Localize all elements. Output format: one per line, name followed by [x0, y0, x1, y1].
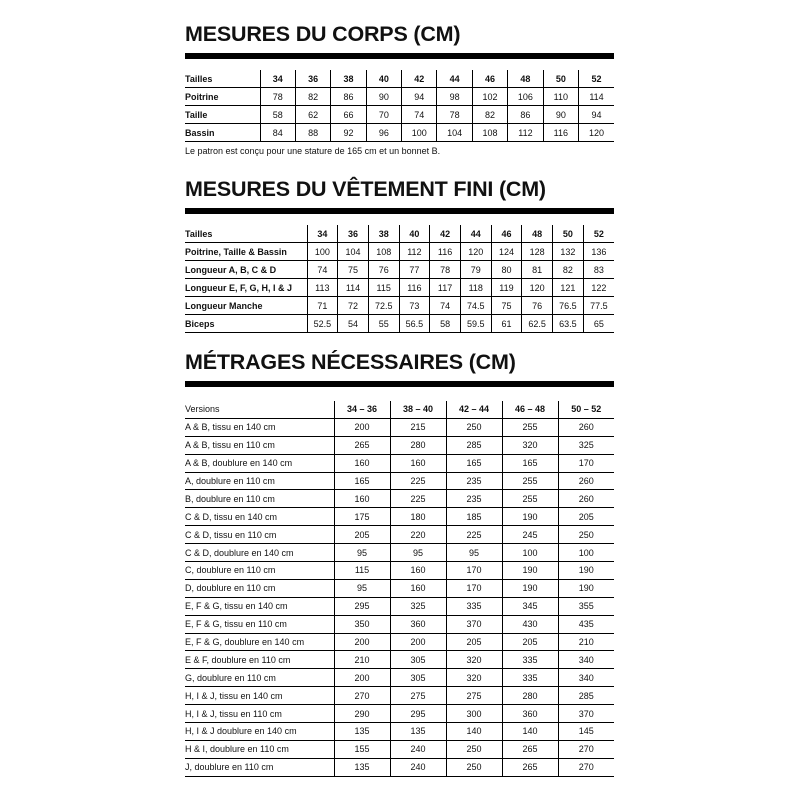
row-label: Taille [185, 106, 260, 124]
table-cell: 106 [508, 88, 543, 106]
table-cell: 58 [260, 106, 295, 124]
table-cell: 340 [558, 669, 614, 687]
finished-measurements-section [185, 176, 614, 333]
table-cell: 260 [558, 418, 614, 436]
row-label: Bassin [185, 124, 260, 142]
table-row [185, 544, 614, 562]
table-cell: 160 [334, 454, 390, 472]
header-label: Tailles [185, 70, 260, 88]
table-cell: 75 [491, 297, 522, 315]
table-cell: 180 [390, 508, 446, 526]
table-cell: 190 [502, 579, 558, 597]
table-cell: 165 [446, 454, 502, 472]
table-cell: 140 [502, 723, 558, 741]
finished-measurements-title: MESURES DU VÊTEMENT FINI (CM) [185, 177, 546, 201]
table-cell: 52.5 [307, 315, 338, 333]
table-cell: 74.5 [460, 297, 491, 315]
table-cell: 108 [368, 243, 399, 261]
title-rule [185, 381, 614, 387]
column-header: 38 [368, 225, 399, 243]
table-cell: 76 [522, 297, 553, 315]
column-header: 34 [260, 70, 295, 88]
table-cell: 220 [390, 526, 446, 544]
table-cell: 112 [508, 124, 543, 142]
table-cell: 82 [472, 106, 507, 124]
table-row [185, 758, 614, 776]
pattern-note: Le patron est conçu pour une stature de 165 cm et un bonnet B. [185, 146, 441, 156]
column-header: 36 [295, 70, 330, 88]
row-label: Poitrine [185, 88, 260, 106]
table-cell: 190 [558, 562, 614, 580]
row-label: C & D, tissu en 140 cm [185, 508, 334, 526]
table-cell: 205 [502, 633, 558, 651]
table-cell: 235 [446, 472, 502, 490]
table-cell: 65 [583, 315, 614, 333]
table-cell: 100 [307, 243, 338, 261]
table-cell: 265 [334, 436, 390, 454]
column-header: 46 – 48 [502, 401, 558, 418]
table-cell: 55 [368, 315, 399, 333]
column-header: 42 [430, 225, 461, 243]
row-label: G, doublure en 110 cm [185, 669, 334, 687]
table-cell: 270 [334, 687, 390, 705]
table-row [185, 436, 614, 454]
table-cell: 112 [399, 243, 430, 261]
column-header: 46 [472, 70, 507, 88]
table-cell: 56.5 [399, 315, 430, 333]
table-cell: 114 [338, 279, 369, 297]
table-cell: 110 [543, 88, 578, 106]
table-cell: 83 [583, 261, 614, 279]
table-row [185, 88, 614, 106]
table-cell: 185 [446, 508, 502, 526]
table-cell: 54 [338, 315, 369, 333]
table-cell: 275 [446, 687, 502, 705]
table-cell: 165 [334, 472, 390, 490]
body-measurements-title: MESURES DU CORPS (CM) [185, 22, 461, 46]
column-header: 40 [366, 70, 401, 88]
table-cell: 200 [390, 633, 446, 651]
table-cell: 86 [508, 106, 543, 124]
table-cell: 345 [502, 597, 558, 615]
table-cell: 235 [446, 490, 502, 508]
table-cell: 79 [460, 261, 491, 279]
table-cell: 98 [437, 88, 472, 106]
table-cell: 250 [446, 758, 502, 776]
table-cell: 120 [579, 124, 614, 142]
table-cell: 205 [446, 633, 502, 651]
table-cell: 70 [366, 106, 401, 124]
row-label: C & D, doublure en 140 cm [185, 544, 334, 562]
table-cell: 325 [390, 597, 446, 615]
table-cell: 265 [502, 758, 558, 776]
column-header: 52 [579, 70, 614, 88]
table-cell: 430 [502, 615, 558, 633]
table-cell: 104 [437, 124, 472, 142]
row-label: C, doublure en 110 cm [185, 562, 334, 580]
row-label: H, I & J, tissu en 140 cm [185, 687, 334, 705]
table-cell: 114 [579, 88, 614, 106]
row-label: A & B, tissu en 110 cm [185, 436, 334, 454]
title-rule [185, 208, 614, 214]
row-label: H, I & J doublure en 140 cm [185, 723, 334, 741]
table-cell: 175 [334, 508, 390, 526]
table-cell: 335 [502, 669, 558, 687]
table-cell: 74 [307, 261, 338, 279]
table-cell: 90 [543, 106, 578, 124]
table-cell: 77.5 [583, 297, 614, 315]
table-cell: 360 [502, 705, 558, 723]
row-label: A & B, tissu en 140 cm [185, 418, 334, 436]
table-cell: 295 [334, 597, 390, 615]
table-cell: 170 [446, 579, 502, 597]
table-cell: 102 [472, 88, 507, 106]
table-cell: 255 [502, 418, 558, 436]
body-measurements-table [185, 70, 614, 142]
table-header-row [185, 225, 614, 243]
table-cell: 160 [390, 454, 446, 472]
table-cell: 225 [390, 472, 446, 490]
table-cell: 205 [334, 526, 390, 544]
table-cell: 200 [334, 669, 390, 687]
table-cell: 240 [390, 758, 446, 776]
table-cell: 132 [553, 243, 584, 261]
table-cell: 73 [399, 297, 430, 315]
table-cell: 82 [295, 88, 330, 106]
row-label: H, I & J, tissu en 110 cm [185, 705, 334, 723]
table-cell: 145 [558, 723, 614, 741]
table-cell: 205 [558, 508, 614, 526]
table-cell: 280 [502, 687, 558, 705]
table-cell: 370 [558, 705, 614, 723]
table-cell: 320 [446, 669, 502, 687]
table-row [185, 687, 614, 705]
table-cell: 115 [334, 562, 390, 580]
table-row [185, 490, 614, 508]
table-cell: 165 [502, 454, 558, 472]
table-cell: 295 [390, 705, 446, 723]
column-header: 38 [331, 70, 366, 88]
table-row [185, 651, 614, 669]
table-cell: 160 [390, 562, 446, 580]
header-label: Tailles [185, 225, 307, 243]
table-cell: 96 [366, 124, 401, 142]
table-cell: 300 [446, 705, 502, 723]
table-cell: 121 [553, 279, 584, 297]
table-cell: 160 [334, 490, 390, 508]
table-cell: 80 [491, 261, 522, 279]
table-cell: 77 [399, 261, 430, 279]
table-cell: 305 [390, 669, 446, 687]
table-cell: 124 [491, 243, 522, 261]
table-cell: 78 [437, 106, 472, 124]
row-label: E, F & G, tissu en 140 cm [185, 597, 334, 615]
column-header: 50 [543, 70, 578, 88]
table-cell: 240 [390, 740, 446, 758]
table-cell: 190 [558, 579, 614, 597]
table-cell: 116 [430, 243, 461, 261]
table-cell: 320 [446, 651, 502, 669]
table-cell: 88 [295, 124, 330, 142]
table-row [185, 418, 614, 436]
table-cell: 275 [390, 687, 446, 705]
table-cell: 92 [331, 124, 366, 142]
table-cell: 78 [430, 261, 461, 279]
table-cell: 170 [558, 454, 614, 472]
table-cell: 160 [390, 579, 446, 597]
table-cell: 116 [543, 124, 578, 142]
column-header: 46 [491, 225, 522, 243]
table-cell: 122 [583, 279, 614, 297]
row-label: E & F, doublure en 110 cm [185, 651, 334, 669]
header-label: Versions [185, 401, 334, 418]
table-header-row [185, 401, 614, 418]
column-header: 34 – 36 [334, 401, 390, 418]
row-label: Longueur E, F, G, H, I & J [185, 279, 307, 297]
table-cell: 120 [460, 243, 491, 261]
table-cell: 260 [558, 472, 614, 490]
table-row [185, 106, 614, 124]
table-cell: 140 [446, 723, 502, 741]
table-cell: 90 [366, 88, 401, 106]
table-cell: 320 [502, 436, 558, 454]
table-cell: 59.5 [460, 315, 491, 333]
table-cell: 72.5 [368, 297, 399, 315]
table-cell: 86 [331, 88, 366, 106]
table-cell: 82 [553, 261, 584, 279]
row-label: B, doublure en 110 cm [185, 490, 334, 508]
table-cell: 200 [334, 418, 390, 436]
table-cell: 270 [558, 758, 614, 776]
table-row [185, 315, 614, 333]
table-cell: 66 [331, 106, 366, 124]
table-cell: 290 [334, 705, 390, 723]
table-row [185, 454, 614, 472]
row-label: J, doublure en 110 cm [185, 758, 334, 776]
table-cell: 260 [558, 490, 614, 508]
table-cell: 210 [334, 651, 390, 669]
table-cell: 280 [390, 436, 446, 454]
table-cell: 78 [260, 88, 295, 106]
row-label: Longueur A, B, C & D [185, 261, 307, 279]
table-cell: 155 [334, 740, 390, 758]
table-cell: 95 [390, 544, 446, 562]
table-cell: 95 [446, 544, 502, 562]
table-row [185, 633, 614, 651]
table-cell: 265 [502, 740, 558, 758]
table-cell: 61 [491, 315, 522, 333]
table-cell: 72 [338, 297, 369, 315]
table-cell: 62 [295, 106, 330, 124]
table-cell: 305 [390, 651, 446, 669]
column-header: 42 – 44 [446, 401, 502, 418]
table-cell: 285 [558, 687, 614, 705]
column-header: 34 [307, 225, 338, 243]
row-label: Biceps [185, 315, 307, 333]
table-row [185, 740, 614, 758]
row-label: E, F & G, doublure en 140 cm [185, 633, 334, 651]
column-header: 44 [460, 225, 491, 243]
fabric-requirements-section [185, 349, 614, 777]
column-header: 48 [522, 225, 553, 243]
table-cell: 370 [446, 615, 502, 633]
table-cell: 76.5 [553, 297, 584, 315]
table-cell: 119 [491, 279, 522, 297]
table-row [185, 723, 614, 741]
table-row [185, 562, 614, 580]
table-row [185, 279, 614, 297]
table-cell: 190 [502, 562, 558, 580]
table-cell: 435 [558, 615, 614, 633]
table-cell: 135 [334, 758, 390, 776]
table-cell: 245 [502, 526, 558, 544]
table-cell: 250 [558, 526, 614, 544]
table-cell: 135 [390, 723, 446, 741]
table-cell: 135 [334, 723, 390, 741]
table-row [185, 508, 614, 526]
row-label: Poitrine, Taille & Bassin [185, 243, 307, 261]
finished-measurements-table [185, 225, 614, 333]
table-cell: 117 [430, 279, 461, 297]
table-cell: 255 [502, 490, 558, 508]
column-header: 50 – 52 [558, 401, 614, 418]
table-cell: 84 [260, 124, 295, 142]
table-cell: 255 [502, 472, 558, 490]
row-label: E, F & G, tissu en 110 cm [185, 615, 334, 633]
table-cell: 270 [558, 740, 614, 758]
table-cell: 71 [307, 297, 338, 315]
table-cell: 340 [558, 651, 614, 669]
table-cell: 95 [334, 544, 390, 562]
table-cell: 104 [338, 243, 369, 261]
table-cell: 170 [446, 562, 502, 580]
row-label: A & B, doublure en 140 cm [185, 454, 334, 472]
table-cell: 215 [390, 418, 446, 436]
row-label: Longueur Manche [185, 297, 307, 315]
table-cell: 100 [402, 124, 437, 142]
table-cell: 95 [334, 579, 390, 597]
table-cell: 335 [446, 597, 502, 615]
fabric-requirements-title: MÉTRAGES NÉCESSAIRES (CM) [185, 350, 516, 374]
row-label: C & D, tissu en 110 cm [185, 526, 334, 544]
table-cell: 81 [522, 261, 553, 279]
table-cell: 113 [307, 279, 338, 297]
table-cell: 190 [502, 508, 558, 526]
table-cell: 120 [522, 279, 553, 297]
table-row [185, 669, 614, 687]
table-cell: 355 [558, 597, 614, 615]
table-row [185, 261, 614, 279]
table-cell: 225 [446, 526, 502, 544]
table-cell: 325 [558, 436, 614, 454]
table-cell: 116 [399, 279, 430, 297]
row-label: H & I, doublure en 110 cm [185, 740, 334, 758]
table-cell: 360 [390, 615, 446, 633]
table-cell: 136 [583, 243, 614, 261]
table-cell: 63.5 [553, 315, 584, 333]
column-header: 50 [553, 225, 584, 243]
table-cell: 100 [558, 544, 614, 562]
table-cell: 74 [402, 106, 437, 124]
table-cell: 335 [502, 651, 558, 669]
table-header-row [185, 70, 614, 88]
table-row [185, 526, 614, 544]
column-header: 38 – 40 [390, 401, 446, 418]
table-cell: 58 [430, 315, 461, 333]
table-cell: 94 [402, 88, 437, 106]
table-cell: 115 [368, 279, 399, 297]
table-cell: 210 [558, 633, 614, 651]
column-header: 40 [399, 225, 430, 243]
table-row [185, 243, 614, 261]
table-cell: 250 [446, 740, 502, 758]
table-cell: 128 [522, 243, 553, 261]
table-cell: 200 [334, 633, 390, 651]
table-cell: 75 [338, 261, 369, 279]
column-header: 48 [508, 70, 543, 88]
table-row [185, 124, 614, 142]
fabric-requirements-table [185, 401, 614, 777]
table-cell: 94 [579, 106, 614, 124]
column-header: 36 [338, 225, 369, 243]
table-row [185, 705, 614, 723]
table-row [185, 472, 614, 490]
column-header: 42 [402, 70, 437, 88]
row-label: D, doublure en 110 cm [185, 579, 334, 597]
table-row [185, 597, 614, 615]
title-rule [185, 53, 614, 59]
table-cell: 118 [460, 279, 491, 297]
table-cell: 225 [390, 490, 446, 508]
row-label: A, doublure en 110 cm [185, 472, 334, 490]
table-cell: 100 [502, 544, 558, 562]
table-cell: 62.5 [522, 315, 553, 333]
table-row [185, 579, 614, 597]
table-cell: 74 [430, 297, 461, 315]
table-cell: 250 [446, 418, 502, 436]
table-row [185, 615, 614, 633]
body-measurements-section [185, 21, 614, 156]
column-header: 52 [583, 225, 614, 243]
table-cell: 108 [472, 124, 507, 142]
table-cell: 285 [446, 436, 502, 454]
column-header: 44 [437, 70, 472, 88]
table-cell: 350 [334, 615, 390, 633]
table-row [185, 297, 614, 315]
table-cell: 76 [368, 261, 399, 279]
